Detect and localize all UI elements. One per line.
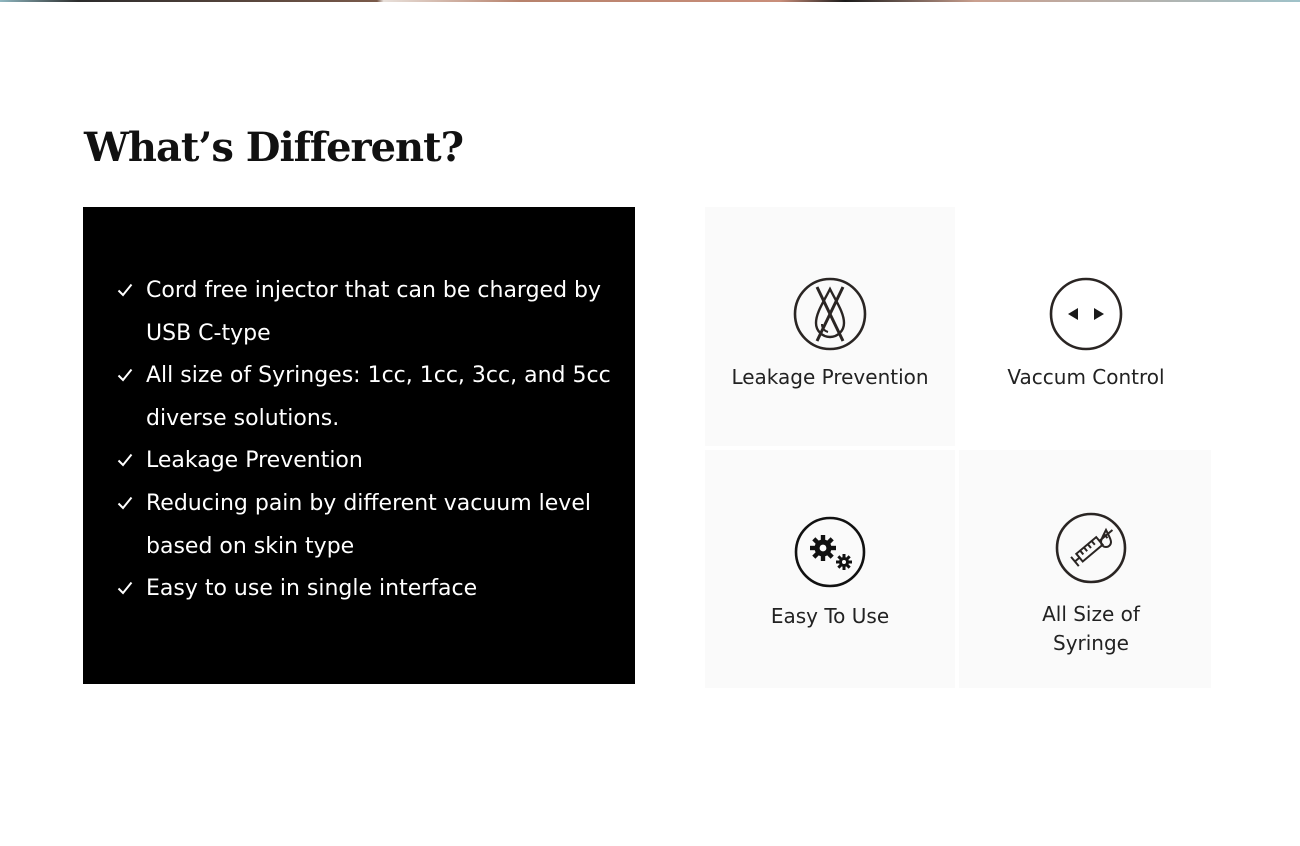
feature-card-leakage [705, 207, 955, 446]
feature-item-usb [113, 270, 613, 355]
feature-list [113, 270, 613, 611]
card-label: All Size of Syringe [1042, 602, 1140, 655]
card-label: Vaccum Control [1007, 365, 1165, 389]
feature-text: Easy to use in single interface [146, 576, 478, 602]
checkmark-icon [117, 581, 133, 595]
feature-card-vacuum [961, 207, 1211, 446]
feature-text: Reducing pain by different vacuum level based on skin type [146, 490, 591, 559]
checkmark-icon [117, 496, 133, 510]
top-banner-strip [0, 0, 1300, 2]
feature-card-easy [705, 450, 955, 688]
checkmark-icon [117, 368, 133, 382]
feature-item-pain [113, 483, 613, 568]
checkmark-icon [117, 283, 133, 297]
card-label: Leakage Prevention [731, 365, 929, 389]
feature-item-leakage [113, 440, 613, 483]
feature-card-syringe [959, 450, 1211, 688]
feature-item-easy [113, 568, 613, 611]
features-panel [83, 207, 635, 684]
card-label: Easy To Use [770, 604, 890, 628]
feature-text: Cord free injector that can be charged by USB C-type [146, 278, 602, 346]
feature-item-syringes [113, 355, 613, 440]
arrows-left-right-icon [1048, 276, 1124, 352]
checkmark-icon [117, 453, 133, 467]
no-drop-icon [792, 276, 868, 352]
section-heading: What’s Different? [84, 124, 464, 171]
syringe-icon [1054, 510, 1128, 586]
feature-text: All size of Syringes: 1cc, 1cc, 3cc, and 5cc diverse solutions. [146, 363, 611, 431]
gears-icon [794, 515, 866, 589]
feature-text: Leakage Prevention [146, 448, 363, 474]
